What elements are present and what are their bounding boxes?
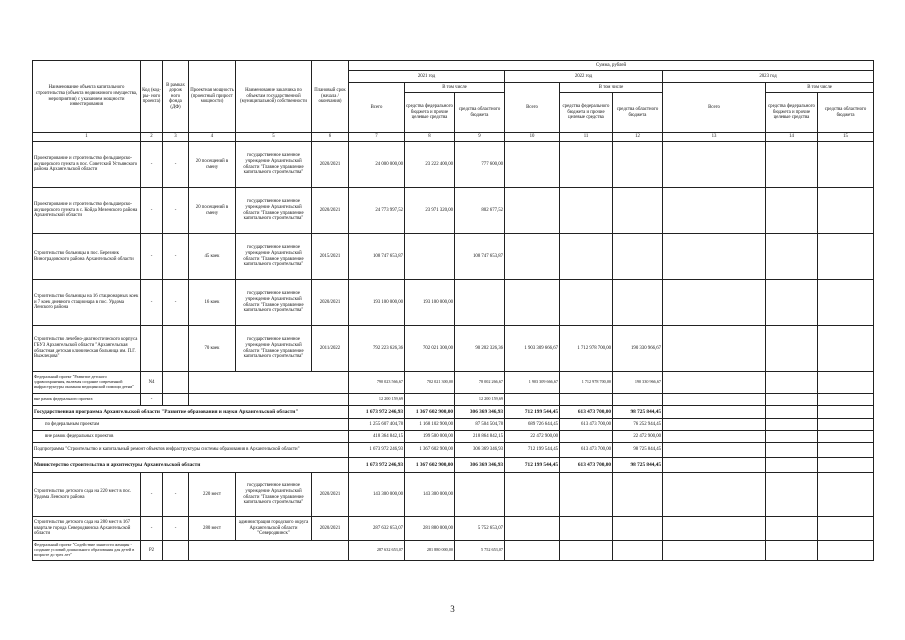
object-name: Строительство больницы в пос. Березник Виноградовского района Архангельской области [33, 234, 141, 280]
investment-table [32, 60, 874, 561]
value-reg-2023 [818, 142, 874, 188]
object-name: Проектирование и строительство фельдшерско-акушерского пункта в пос. Советский Устьянского района Архангельской области [33, 142, 141, 188]
value-total-2021: 1 255 607 404,78 [349, 419, 405, 431]
value-fed-2022 [560, 394, 613, 406]
value-fed-2022: 1 712 978 700,00 [560, 326, 613, 372]
value-total-2022 [505, 188, 560, 234]
value-reg-2022 [613, 234, 663, 280]
value-reg-2022: 98 725 844,45 [613, 458, 663, 473]
object-code: - [141, 234, 163, 280]
column-number-row [33, 133, 874, 142]
header-2023: 2023 год [663, 71, 874, 83]
value-total-2023 [663, 431, 766, 443]
value-reg-2022 [613, 188, 663, 234]
object-df: - [163, 188, 189, 234]
object-capacity: 280 мест [189, 517, 236, 541]
empty-cell [163, 541, 189, 561]
object-period: 2020/2021 [312, 188, 349, 234]
header-period: Плановый срок (начала / окончания) [312, 61, 349, 133]
object-period: 2020/2021 [312, 473, 349, 517]
outside-fed-projects-name: вне рамок федеральных проектов [33, 431, 349, 443]
header-reg-2023: средства областного бюджета [818, 93, 874, 133]
value-fed-2021: 193 100 000,00 [405, 280, 455, 326]
value-reg-2021: 802 677,52 [455, 188, 505, 234]
value-total-2021: 108 747 653,87 [349, 234, 405, 280]
header-capacity: Проектная мощность (проектный прирост мощности) [189, 61, 236, 133]
value-reg-2021 [455, 473, 505, 517]
object-code: - [141, 280, 163, 326]
value-fed-2022: 1 712 978 700,00 [560, 372, 613, 394]
object-name: Строительство детского сада на 220 мест в пос. Урдома Ленского района [33, 473, 141, 517]
gos-program-name: Государственная программа Архангельской области "Развитие образования и науки Архангельской области" [33, 406, 349, 419]
subprogram-name: Подпрограмма "Строительство и капитальный ремонт объектов инфраструктуры системы образования в Архангельской области" [33, 443, 349, 458]
value-total-2021: 418 364 842,15 [349, 431, 405, 443]
header-customer: Наименование заказчика по объектам государственной (муниципальной) собственности [236, 61, 312, 133]
fed-project-name: Федеральный проект "Развитие детского здравоохранения, включая создание современной инфраструктуры оказания медицинской помощи детям" [33, 372, 141, 394]
value-fed-2021: 23 971 320,00 [405, 188, 455, 234]
value-fed-2022 [560, 188, 613, 234]
value-total-2021: 790 023 566,67 [349, 372, 405, 394]
object-name: Проектирование и строительство фельдшерско-акушерского пункта в с. Койда Мезенского района Архангельской области [33, 188, 141, 234]
col-num: 9 [455, 133, 505, 142]
table-row [33, 517, 874, 541]
value-total-2021: 287 632 653,07 [349, 517, 405, 541]
object-df: - [163, 473, 189, 517]
object-customer: государственное казенное учреждение Архангельской области "Главное управление капитального строительства" [236, 188, 312, 234]
object-capacity: 16 коек [189, 280, 236, 326]
object-customer: государственное казенное учреждение Архангельской области "Главное управление капитального строительства" [236, 326, 312, 372]
value-reg-2021: 218 864 842,15 [455, 431, 505, 443]
object-code: - [141, 142, 163, 188]
header-code: Код (код- ры- ного проекта) [141, 61, 163, 133]
value-fed-2022: 613 473 700,00 [560, 458, 613, 473]
table-row [33, 406, 874, 419]
value-fed-2021: 702 021 300,00 [405, 326, 455, 372]
value-fed-2023 [766, 473, 818, 517]
value-total-2023 [663, 473, 766, 517]
header-incl-2023: В том числе [766, 83, 874, 93]
value-total-2023 [663, 458, 766, 473]
table-row [33, 372, 874, 394]
value-reg-2022 [613, 473, 663, 517]
table-row [33, 443, 874, 458]
value-reg-2021 [455, 280, 505, 326]
header-sum: Сумма, рублей [349, 61, 874, 71]
value-reg-2021: 777 600,00 [455, 142, 505, 188]
empty-cell [163, 372, 189, 394]
value-reg-2023 [818, 458, 874, 473]
table-row [33, 326, 874, 372]
object-period: 2015/2021 [312, 234, 349, 280]
value-reg-2023 [818, 394, 874, 406]
value-fed-2023 [766, 188, 818, 234]
value-total-2023 [663, 188, 766, 234]
object-name: Строительство детского сада на 280 мест в 167 квартале города Северодвинска Архангельской области [33, 517, 141, 541]
object-df: - [163, 280, 189, 326]
value-total-2023 [663, 372, 766, 394]
header-fed-2021: средства федерального бюджета и прочие целевые средства [405, 93, 455, 133]
object-period: 2020/2021 [312, 280, 349, 326]
object-capacity: 45 коек [189, 234, 236, 280]
header-fed-2022: средства федерального бюджета и прочие целевые средства [560, 93, 613, 133]
value-reg-2021: 12 200 159,69 [455, 394, 505, 406]
fed-project-code: P2 [141, 541, 163, 561]
value-fed-2023 [766, 394, 818, 406]
col-num: 14 [766, 133, 818, 142]
header-fed-2023: средства федерального бюджета и прочие целевые средства [766, 93, 818, 133]
table-row [33, 280, 874, 326]
object-customer: государственное казенное учреждение Архангельской области "Главное управление капитального строительства" [236, 234, 312, 280]
value-total-2022: 22 472 900,00 [505, 431, 560, 443]
object-code [141, 326, 163, 372]
col-num: 10 [505, 133, 560, 142]
value-fed-2023 [766, 541, 818, 561]
value-fed-2021 [405, 394, 455, 406]
value-total-2022 [505, 394, 560, 406]
value-fed-2023 [766, 458, 818, 473]
value-fed-2021: 1 367 602 900,00 [405, 443, 455, 458]
col-num: 15 [818, 133, 874, 142]
value-fed-2022 [560, 517, 613, 541]
object-capacity: 70 коек [189, 326, 236, 372]
object-name: Строительство лечебно-диагностического корпуса ГБУЗ Архангельской области "Архангельская областная детская клиническая больница им. П.Г. Выжлецова" [33, 326, 141, 372]
value-fed-2022 [560, 431, 613, 443]
value-fed-2022: 613 473 700,00 [560, 419, 613, 431]
empty-cell [189, 394, 349, 406]
value-total-2021: 193 100 000,00 [349, 280, 405, 326]
value-fed-2023 [766, 326, 818, 372]
value-reg-2021: 306 369 346,93 [455, 406, 505, 419]
value-total-2023 [663, 280, 766, 326]
value-fed-2023 [766, 234, 818, 280]
value-fed-2021: 281 880 000,00 [405, 517, 455, 541]
object-df: - [163, 234, 189, 280]
table-row [33, 541, 874, 561]
fed-project-name: Федеральный проект "Содействие занятости женщин - создание условий дошкольного образования для детей в возрасте до трех лет" [33, 541, 141, 561]
object-period: 2020/2021 [312, 517, 349, 541]
col-num: 11 [560, 133, 613, 142]
object-df: - [163, 517, 189, 541]
col-num: 5 [236, 133, 312, 142]
object-capacity: 220 мест [189, 473, 236, 517]
value-reg-2021: 108 747 653,87 [455, 234, 505, 280]
value-total-2022: 1 903 309 666,67 [505, 326, 560, 372]
value-reg-2023 [818, 431, 874, 443]
object-capacity: 20 посещений в смену [189, 188, 236, 234]
value-total-2023 [663, 234, 766, 280]
value-reg-2022: 190 330 966,67 [613, 372, 663, 394]
value-total-2021: 143 300 000,00 [349, 473, 405, 517]
value-fed-2023 [766, 280, 818, 326]
value-total-2022 [505, 541, 560, 561]
table-row [33, 394, 874, 406]
table-row [33, 188, 874, 234]
value-reg-2022: 76 252 944,45 [613, 419, 663, 431]
value-reg-2021: 5 752 653,07 [455, 541, 505, 561]
header-total-2023: Всего [663, 83, 766, 133]
fed-project-code: N4 [141, 372, 163, 394]
table-row [33, 419, 874, 431]
value-fed-2022: 613 473 700,00 [560, 443, 613, 458]
col-num: 12 [613, 133, 663, 142]
col-num: 1 [33, 133, 141, 142]
outside-fed-name: вне рамок федерального проекта [33, 394, 141, 406]
table-row [33, 142, 874, 188]
value-total-2022 [505, 280, 560, 326]
object-customer: государственное казенное учреждение Архангельской области "Главное управление капитального строительства" [236, 280, 312, 326]
value-reg-2023 [818, 541, 874, 561]
value-fed-2021: 1 367 602 900,00 [405, 406, 455, 419]
value-reg-2021: 78 002 266,67 [455, 372, 505, 394]
value-fed-2022 [560, 234, 613, 280]
empty-cell [163, 394, 189, 406]
object-period: 2020/2021 [312, 142, 349, 188]
value-fed-2022 [560, 541, 613, 561]
value-total-2022 [505, 142, 560, 188]
value-total-2021: 287 632 653,07 [349, 541, 405, 561]
value-fed-2022 [560, 473, 613, 517]
value-fed-2022 [560, 280, 613, 326]
value-total-2022: 1 903 309 666,67 [505, 372, 560, 394]
value-reg-2021: 306 369 346,93 [455, 443, 505, 458]
value-reg-2022: 98 725 844,45 [613, 406, 663, 419]
value-total-2022 [505, 517, 560, 541]
value-reg-2023 [818, 419, 874, 431]
object-df: - [163, 142, 189, 188]
document-sheet [32, 60, 867, 561]
value-reg-2021: 5 752 653,07 [455, 517, 505, 541]
value-reg-2021: 87 504 504,78 [455, 419, 505, 431]
value-fed-2023 [766, 431, 818, 443]
value-reg-2022 [613, 541, 663, 561]
value-total-2023 [663, 517, 766, 541]
value-reg-2021: 306 369 346,93 [455, 458, 505, 473]
object-customer: государственное казенное учреждение Архангельской области "Главное управление капитального строительства" [236, 473, 312, 517]
value-reg-2022 [613, 142, 663, 188]
value-total-2023 [663, 443, 766, 458]
value-fed-2021: 199 500 000,00 [405, 431, 455, 443]
header-df: В рамках дорож ного фонда (ДФ) [163, 61, 189, 133]
object-code: - [141, 517, 163, 541]
value-total-2021: 1 673 972 246,93 [349, 406, 405, 419]
object-period: 2011/2022 [312, 326, 349, 372]
value-fed-2021: 1 367 602 900,00 [405, 458, 455, 473]
value-fed-2021: 23 222 400,00 [405, 142, 455, 188]
col-num: 4 [189, 133, 236, 142]
value-total-2023 [663, 406, 766, 419]
value-reg-2022 [613, 280, 663, 326]
value-reg-2022 [613, 517, 663, 541]
col-num: 13 [663, 133, 766, 142]
value-total-2023 [663, 326, 766, 372]
header-name: Наименование объекта капитального строительства (объекта недвижимого имущества, мероприятия) с указанием мощности инвестирования [33, 61, 141, 133]
value-reg-2023 [818, 234, 874, 280]
header-reg-2021: средства областного бюджета [455, 93, 505, 133]
value-fed-2023 [766, 142, 818, 188]
value-reg-2023 [818, 188, 874, 234]
object-customer: государственное казенное учреждение Архангельской области "Главное управление капитального строительства" [236, 142, 312, 188]
value-fed-2021: 281 880 000,00 [405, 541, 455, 561]
value-fed-2023 [766, 419, 818, 431]
table-row [33, 234, 874, 280]
value-reg-2022: 22 472 900,00 [613, 431, 663, 443]
value-total-2021: 24 000 000,00 [349, 142, 405, 188]
col-num: 3 [163, 133, 189, 142]
by-fed-projects-name: по федеральным проектам [33, 419, 349, 431]
value-total-2023 [663, 394, 766, 406]
value-fed-2023 [766, 443, 818, 458]
value-total-2022 [505, 473, 560, 517]
value-reg-2022: 190 330 966,67 [613, 326, 663, 372]
value-fed-2023 [766, 406, 818, 419]
value-total-2021: 12 200 159,69 [349, 394, 405, 406]
object-df [163, 326, 189, 372]
value-reg-2022 [613, 394, 663, 406]
col-num: 6 [312, 133, 349, 142]
value-fed-2023 [766, 517, 818, 541]
value-fed-2023 [766, 372, 818, 394]
object-name: Строительство больницы на 16 стационарных коек и 7 коек дневного стационара в пос. Урдома Ленского района [33, 280, 141, 326]
value-reg-2023 [818, 473, 874, 517]
table-row [33, 431, 874, 443]
header-incl-2022: В том числе [560, 83, 663, 93]
value-total-2022: 712 199 544,45 [505, 458, 560, 473]
value-total-2021: 792 223 626,36 [349, 326, 405, 372]
object-code: - [141, 473, 163, 517]
value-total-2023 [663, 541, 766, 561]
value-fed-2021 [405, 234, 455, 280]
header-total-2022: Всего [505, 83, 560, 133]
col-num: 7 [349, 133, 405, 142]
object-capacity: 20 посещений в смену [189, 142, 236, 188]
value-total-2023 [663, 419, 766, 431]
ministry-name: Министерство строительства и архитектуры Архангельской области [33, 458, 349, 473]
value-total-2023 [663, 142, 766, 188]
object-code: - [141, 188, 163, 234]
table-row [33, 473, 874, 517]
object-customer: администрация городского округа Архангельской области "Северодвинск" [236, 517, 312, 541]
value-total-2021: 1 673 972 246,93 [349, 443, 405, 458]
value-total-2022: 689 726 644,45 [505, 419, 560, 431]
header-total-2021: Всего [349, 83, 405, 133]
value-fed-2022 [560, 142, 613, 188]
value-fed-2021: 1 168 102 900,00 [405, 419, 455, 431]
value-total-2022: 712 199 544,45 [505, 406, 560, 419]
value-reg-2023 [818, 372, 874, 394]
value-reg-2023 [818, 517, 874, 541]
value-fed-2021: 702 021 300,00 [405, 372, 455, 394]
value-total-2022 [505, 234, 560, 280]
header-2021: 2021 год [349, 71, 505, 83]
value-reg-2023 [818, 443, 874, 458]
col-num: 2 [141, 133, 163, 142]
value-reg-2023 [818, 326, 874, 372]
outside-fed-code: - [141, 394, 163, 406]
table-row [33, 458, 874, 473]
header-reg-2022: средства областного бюджета [613, 93, 663, 133]
value-total-2021: 1 673 972 246,93 [349, 458, 405, 473]
value-total-2022: 712 199 544,45 [505, 443, 560, 458]
value-total-2021: 24 773 997,52 [349, 188, 405, 234]
empty-cell [189, 541, 349, 561]
header-2022: 2022 год [505, 71, 663, 83]
value-reg-2023 [818, 280, 874, 326]
header-incl-2021: В том числе [405, 83, 505, 93]
value-fed-2022: 613 473 700,00 [560, 406, 613, 419]
value-reg-2021: 90 202 326,36 [455, 326, 505, 372]
value-reg-2023 [818, 406, 874, 419]
page-number: 3 [450, 604, 455, 614]
col-num: 8 [405, 133, 455, 142]
value-fed-2021: 143 300 000,00 [405, 473, 455, 517]
value-reg-2022: 98 725 844,45 [613, 443, 663, 458]
empty-cell [189, 372, 349, 394]
